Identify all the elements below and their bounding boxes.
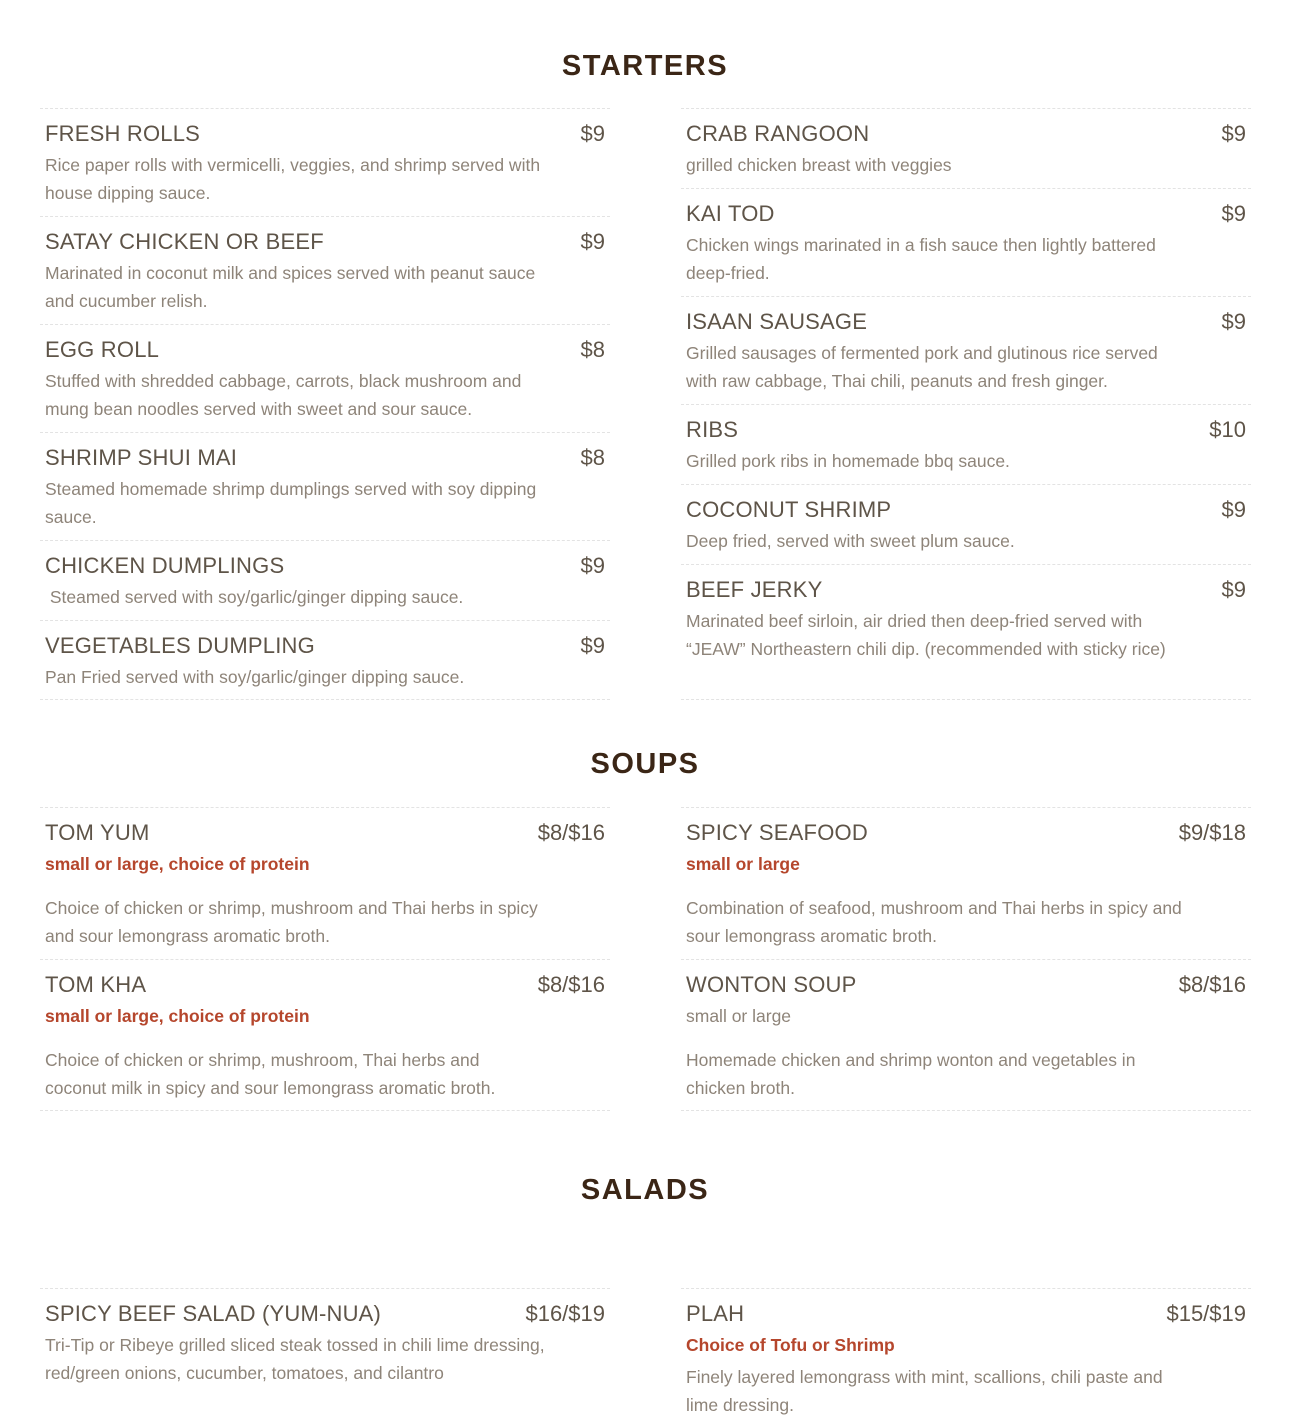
menu-item <box>681 959 1251 1111</box>
item-description: Tri-Tip or Ribeye grilled sliced steak tossed in chili lime dressing, red/green onions, cucumber, tomatoes, and cilantro <box>45 1335 545 1383</box>
item-price: $9 <box>1221 577 1246 602</box>
section-title-salads: SALADS <box>580 1174 710 1206</box>
item-name: SPICY BEEF SALAD (YUM-NUA) <box>45 1301 382 1326</box>
item-description: Marinated in coconut milk and spices served with peanut sauce and cucumber relish. <box>45 263 536 311</box>
item-price: $9 <box>1221 201 1246 226</box>
item-name: EGG ROLL <box>45 337 160 362</box>
menu-item <box>40 807 610 959</box>
menu-item <box>681 807 1251 959</box>
salads-left-column <box>40 1288 610 1428</box>
item-name: CHICKEN DUMPLINGS <box>45 553 285 578</box>
soups-left-column <box>40 807 610 1111</box>
item-option-note: small or large <box>686 854 800 874</box>
menu-item <box>681 188 1251 296</box>
item-name: SHRIMP SHUI MAI <box>45 445 238 470</box>
menu-item <box>40 1288 610 1428</box>
section-title-starters: STARTERS <box>561 50 729 82</box>
item-price: $8/$16 <box>537 820 605 845</box>
item-price: $9 <box>1221 309 1246 334</box>
item-price: $9 <box>580 121 605 146</box>
item-name: TOM YUM <box>45 820 150 845</box>
item-name: CRAB RANGOON <box>686 121 870 146</box>
item-description: Combination of seafood, mushroom and Thai herbs in spicy and sour lemongrass aromatic broth. <box>686 898 1182 946</box>
item-description: Rice paper rolls with vermicelli, veggies, and shrimp served with house dipping sauce. <box>45 155 541 203</box>
menu-item <box>681 404 1251 484</box>
item-option-note: small or large <box>686 1006 792 1026</box>
menu-item <box>40 620 610 700</box>
item-description: Homemade chicken and shrimp wonton and vegetables in chicken broth. <box>686 1050 1136 1098</box>
item-price: $16/$19 <box>525 1301 605 1326</box>
item-name: PLAH <box>686 1301 745 1326</box>
item-name: TOM KHA <box>45 972 147 997</box>
item-description: Stuffed with shredded cabbage, carrots, black mushroom and mung bean noodles served with sweet and sour sauce. <box>45 371 522 419</box>
menu-item <box>40 432 610 540</box>
item-option-note: small or large, choice of protein <box>45 1006 310 1026</box>
item-description: Pan Fried served with soy/garlic/ginger dipping sauce. <box>45 667 465 687</box>
item-description: Grilled sausages of fermented pork and glutinous rice served with raw cabbage, Thai chili, peanuts and fresh ginger. <box>686 343 1158 391</box>
salads-right-column <box>681 1288 1251 1428</box>
item-price: $9 <box>1221 121 1246 146</box>
menu-item <box>40 540 610 620</box>
item-description: grilled chicken breast with veggies <box>686 155 952 175</box>
menu-item <box>40 108 610 216</box>
item-name: BEEF JERKY <box>686 577 823 602</box>
item-name: SATAY CHICKEN OR BEEF <box>45 229 324 254</box>
item-name: WONTON SOUP <box>686 972 857 997</box>
section-title-soups: SOUPS <box>590 748 700 780</box>
item-name: ISAAN SAUSAGE <box>686 309 868 334</box>
menu-item <box>40 216 610 324</box>
item-description: Choice of chicken or shrimp, mushroom, Thai herbs and coconut milk in spicy and sour lemongrass aromatic broth. <box>45 1050 496 1098</box>
item-description: Steamed served with soy/garlic/ginger dipping sauce. <box>45 587 464 607</box>
menu-item <box>681 1288 1251 1428</box>
item-description: Marinated beef sirloin, air dried then deep-fried served with “JEAW” Northeastern chili dip. (recommended with sticky rice) <box>686 611 1166 659</box>
item-price: $9 <box>580 633 605 658</box>
starters-left-column <box>40 108 610 700</box>
item-description: Steamed homemade shrimp dumplings served with soy dipping sauce. <box>45 479 537 527</box>
item-price: $8 <box>580 445 605 470</box>
item-name: SPICY SEAFOOD <box>686 820 868 845</box>
starters-right-column <box>681 108 1251 700</box>
item-name: VEGETABLES DUMPLING <box>45 633 315 658</box>
item-price: $15/$19 <box>1166 1301 1246 1326</box>
item-description: Finely layered lemongrass with mint, scallions, chili paste and lime dressing. <box>686 1367 1163 1415</box>
item-name: FRESH ROLLS <box>45 121 201 146</box>
menu-item <box>40 324 610 432</box>
item-price: $9 <box>580 553 605 578</box>
item-option-note: small or large, choice of protein <box>45 854 310 874</box>
item-description: Grilled pork ribs in homemade bbq sauce. <box>686 451 1010 471</box>
item-price: $9/$18 <box>1178 820 1246 845</box>
item-name: KAI TOD <box>686 201 775 226</box>
menu-item <box>681 296 1251 404</box>
soups-right-column <box>681 807 1251 1111</box>
item-option-note: Choice of Tofu or Shrimp <box>686 1335 895 1355</box>
item-name: COCONUT SHRIMP <box>686 497 892 522</box>
menu-item <box>40 959 610 1111</box>
item-price: $9 <box>580 229 605 254</box>
menu-item <box>681 108 1251 188</box>
item-price: $8/$16 <box>1178 972 1246 997</box>
item-price: $8 <box>580 337 605 362</box>
item-name: RIBS <box>686 417 739 442</box>
menu-item <box>681 564 1251 700</box>
item-description: Deep fried, served with sweet plum sauce. <box>686 531 1015 551</box>
menu-item <box>681 484 1251 564</box>
item-price: $10 <box>1209 417 1246 442</box>
item-description: Choice of chicken or shrimp, mushroom and Thai herbs in spicy and sour lemongrass aromatic broth. <box>45 898 538 946</box>
item-description: Chicken wings marinated in a fish sauce then lightly battered deep-fried. <box>686 235 1156 283</box>
item-price: $8/$16 <box>537 972 605 997</box>
item-price: $9 <box>1221 497 1246 522</box>
